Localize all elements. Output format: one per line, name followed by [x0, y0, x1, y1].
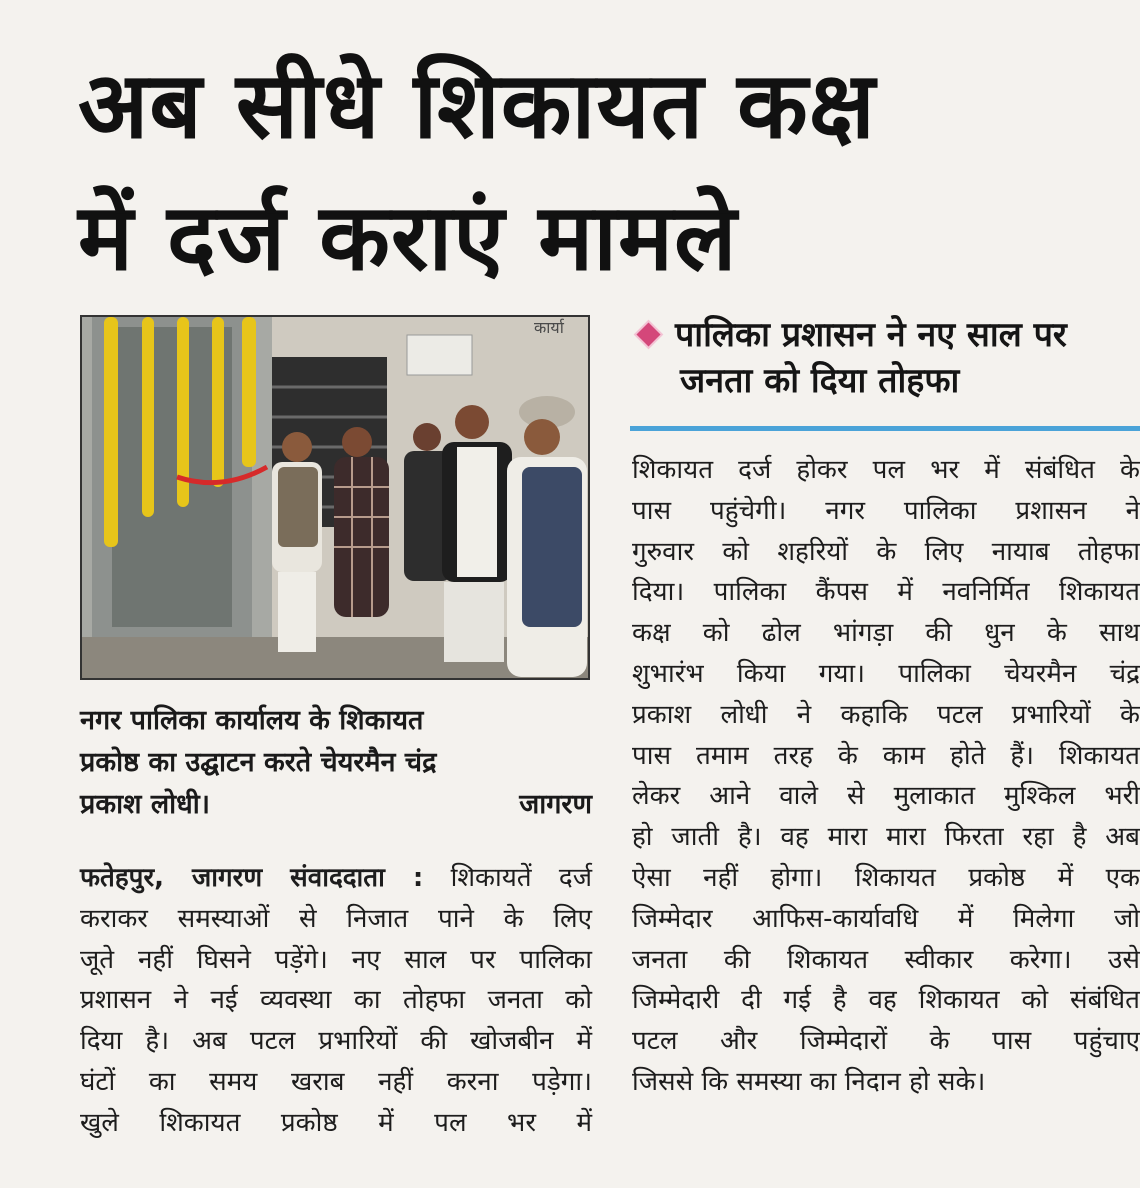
caption-line-1: नगर पालिका कार्यालय के शिकायत — [80, 705, 424, 736]
headline — [78, 40, 1128, 304]
body-right-line-6: शुभारंभ किया गया। पालिका चेयरमैन चंद्र — [632, 658, 1140, 689]
subheading-line-1-text: पालिका प्रशासन ने नए साल पर — [675, 315, 1067, 355]
body-left-line-2: कराकर समस्याओं से निजात पाने के लिए — [80, 903, 592, 934]
subheading-line-1 — [634, 312, 1134, 358]
body-right-line-9: लेकर आने वाले से मुलाकात मुश्किल भरी — [632, 781, 1140, 812]
article-body-right — [632, 450, 1140, 1103]
photo-caption — [80, 700, 592, 826]
caption-line-3-text: प्रकाश लोधी। — [80, 789, 210, 820]
section-divider — [630, 426, 1140, 431]
body-right-line-4: दिया। पालिका कैंपस में नवनिर्मित शिकायत — [632, 577, 1140, 608]
caption-line-3 — [80, 784, 592, 826]
body-left-line-1 — [80, 858, 592, 899]
body-left-line-4: प्रशासन ने नई व्यवस्था का तोहफा जनता को — [80, 985, 592, 1016]
body-left-line-5: दिया है। अब पटल प्रभारियों की खोजबीन में — [80, 1026, 592, 1057]
headline-line-2: में दर्ज कराएं मामले — [78, 184, 738, 291]
subheading — [634, 312, 1134, 404]
body-left-line-7: खुले शिकायत प्रकोष्ठ में पल भर में — [80, 1107, 592, 1138]
body-right-line-13: जनता की शिकायत स्वीकार करेगा। उसे — [632, 944, 1140, 975]
body-right-line-10: हो जाती है। वह मारा मारा फिरता रहा है अब — [632, 822, 1140, 853]
body-right-line-5: कक्ष को ढोल भांगड़ा की धुन के साथ — [632, 618, 1140, 649]
photo-credit: जागरण — [519, 789, 592, 820]
body-right-line-16: जिससे कि समस्या का निदान हो सके। — [632, 1066, 986, 1097]
dateline: फतेहपुर, जागरण संवाददाता : — [80, 863, 424, 893]
caption-line-2: प्रकोष्ठ का उद्घाटन करते चेयरमैन चंद्र — [80, 747, 437, 778]
body-right-line-7: प्रकाश लोधी ने कहाकि पटल प्रभारियों के — [632, 699, 1140, 730]
body-right-line-11: ऐसा नहीं होगा। शिकायत प्रकोष्ठ में एक — [632, 862, 1140, 893]
subheading-line-2: जनता को दिया तोहफा — [680, 361, 960, 401]
diamond-bullet-icon — [636, 322, 660, 346]
wall-sign-text: कार्या — [534, 320, 564, 337]
body-right-line-8: पास तमाम तरह के काम होते हैं। शिकायत — [632, 740, 1140, 771]
body-right-line-3: गुरुवार को शहरियों के लिए नायाब तोहफा — [632, 536, 1140, 567]
body-left-line-1-text: शिकायतें दर्ज — [450, 863, 592, 893]
news-photo — [80, 315, 590, 680]
article-body-left — [80, 858, 592, 1144]
body-left-line-6: घंटों का समय खराब नहीं करना पड़ेगा। — [80, 1066, 592, 1097]
headline-line-1: अब सीधे शिकायत कक्ष — [78, 52, 876, 159]
inauguration-photo-image — [82, 317, 588, 678]
body-right-line-12: जिम्मेदार आफिस-कार्यावधि में मिलेगा जो — [632, 903, 1140, 934]
body-right-line-15: पटल और जिम्मेदारों के पास पहुंचाए — [632, 1026, 1140, 1057]
body-right-line-2: पास पहुंचेगी। नगर पालिका प्रशासन ने — [632, 495, 1140, 526]
body-left-line-3: जूते नहीं घिसने पड़ेंगे। नए साल पर पालिका — [80, 944, 592, 975]
body-right-line-14: जिम्मेदारी दी गई है वह शिकायत को संबंधित — [632, 985, 1140, 1016]
body-right-line-1: शिकायत दर्ज होकर पल भर में संबंधित के — [632, 455, 1140, 485]
